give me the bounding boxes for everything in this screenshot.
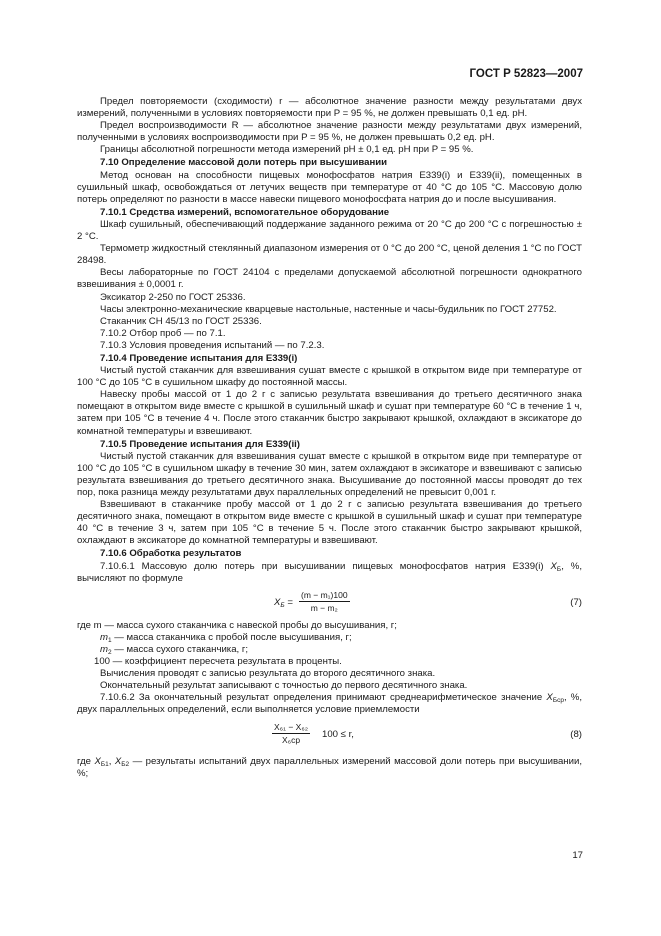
paragraph: Вычисления проводят с записью результата до второго десятичного знака. — [100, 668, 436, 680]
paragraph: Эксикатор 2-250 по ГОСТ 25336. — [100, 291, 246, 303]
formula-rhs: 100 ≤ r, — [322, 728, 354, 740]
formula-fraction: $\frac{\text{X₆₁ − X₆₂}}{\text{X₆cp}}$ — [274, 721, 309, 745]
paragraph: Окончательный результат записывают с точностью до первого десятичного знака. — [100, 680, 468, 692]
paragraph: Термометр жидкостный стеклянный диапазоном измерения от 0 °С до 200 °С, ценой деления 1 °С по ГОСТ 28498. — [77, 243, 582, 267]
document-body — [77, 96, 582, 780]
paragraph: Взвешивают в стаканчике пробу массой от 1 до 2 г с записью результата взвешивания до третьего десятичного знака, помещают в открытом виде вместе с крышкой в сушильный шкаф и сушат при температуре 40 °С в течение 3 ч, затем при 105 °С в течение 5 ч. После этого стаканчик быстро закрывают крышкой, охлаждают в эксикаторе до комнатной температуры и взвешивают. — [77, 499, 582, 547]
formula-fraction: $\frac{\text{(m − m₁)100}}{\text{m − m₂}}$ — [301, 589, 348, 613]
paragraph: Чистый пустой стаканчик для взвешивания сушат вместе с крышкой в открытом виде при температуре от 100 °С до 105 °С в сушильном шкафу до постоянной массы. — [77, 365, 582, 389]
section-heading: 7.10.4 Проведение испытания для Е339(i) — [100, 352, 298, 364]
definition-item: $m_2$ — масса сухого стаканчика, г; — [100, 643, 249, 656]
paragraph: Часы электронно-механические кварцевые настольные, настенные и часы-будильник по ГОСТ 27752. — [100, 303, 557, 315]
definitions — [77, 620, 582, 668]
definition-item: где $X_{Б1}$, $X_{Б2}$ — результаты испытаний двух параллельных измерений массовой доли потерь при высушивании, %; — [77, 755, 582, 779]
paragraph: Границы абсолютной погрешности метода измерений рН ± 0,1 ед. рН при P = 95 %. — [100, 144, 474, 156]
paragraph: Предел воспроизводимости R — абсолютное значение разности между результатами двух измерений, полученными в условиях воспроизводимости при P = 95 %, не должен превышать 0,2 ед. рН. — [77, 120, 582, 144]
paragraph: 7.10.6.2 За окончательный результат определения принимают среднеарифметическое значение $X_{Бср}$, %, двух параллельных определений, если выполняется условие приемлемости — [77, 692, 582, 716]
standard-header: ГОСТ Р 52823—2007 — [469, 68, 583, 80]
paragraph: Стаканчик СН 45/13 по ГОСТ 25336. — [100, 315, 262, 327]
paragraph: Навеску пробы массой от 1 до 2 г с записью результата взвешивания до третьего десятичного знака помещают в открытом виде вместе с крышкой в сушильный шкаф и сушат при температуре 60 °С в течение 1 ч, затем при 105 °С в течение 4 ч. После этого стаканчик быстро закрывают крышкой, охлаждают в эксикаторе до комнатной температуры и взвешивают. — [77, 389, 582, 437]
paragraph: Шкаф сушильный, обеспечивающий поддержание заданного режима от 20 °С до 200 °С с погрешностью ± 2 °С. — [77, 218, 582, 243]
paragraph: Предел повторяемости (сходимости) r — абсолютное значение разности между результатами двух измерений, полученными в условиях повторяемости при P = 95 %, не должен превышать 0,1 ед. рН. — [77, 96, 582, 120]
paragraph: 7.10.3 Условия проведения испытаний — по 7.2.3. — [100, 339, 325, 351]
paragraph: Чистый пустой стаканчик для взвешивания сушат вместе с крышкой в открытом виде при температуре от 100 °С до 105 °С в сушильном шкафу в течение 30 мин, затем охлаждают в эксикаторе и взвешивают с записью результата взвешивания до третьего десятичного знака. Высушивание до постоянной массы проводят до тех пор, пока разница между результатами двух параллельных определений не превысит 0,001 г. — [77, 450, 582, 498]
paragraph: Метод основан на способности пищевых монофосфатов натрия Е339(i) и Е339(ii), помещенных в сушильный шкаф, освобождаться от летучих веществ при температуре от 40 °С до 105 °С. Массовую долю потерь определяют по разности в массе навески пищевого монофосфата натрия до и после высушивания. — [77, 169, 582, 205]
paragraph: Весы лабораторные по ГОСТ 24104 с пределами допускаемой абсолютной погрешности однократного взвешивания ± 0,0001 г. — [77, 267, 582, 291]
section-heading: 7.10.5 Проведение испытания для Е339(ii) — [100, 438, 300, 450]
formula-number: (7) — [570, 596, 582, 608]
section-heading: 7.10 Определение массовой доли потерь при высушивании — [100, 157, 388, 169]
formula-7 — [77, 588, 582, 618]
section-heading: 7.10.1 Средства измерений, вспомогательное оборудование — [100, 206, 390, 218]
formula-lhs: $X_Б$ = — [274, 596, 293, 609]
definition-item: где m — масса сухого стаканчика с навеской пробы до высушивания, г; — [77, 619, 397, 631]
formula-8 — [77, 720, 582, 754]
definition-item: 100 — коэффициент пересчета результата в проценты. — [94, 656, 342, 668]
formula-number: (8) — [570, 728, 582, 740]
paragraph: 7.10.2 Отбор проб — по 7.1. — [100, 327, 226, 339]
paragraph: 7.10.6.1 Массовую долю потерь при высушивании пищевых монофосфатов натрия Е339(i) $X_Б$, %, вычисляют по формуле — [77, 560, 582, 584]
section-heading: 7.10.6 Обработка результатов — [100, 548, 242, 560]
page-number: 17 — [572, 850, 583, 861]
definition-item: $m_1$ — масса стаканчика с пробой после высушивания, г; — [100, 631, 352, 644]
